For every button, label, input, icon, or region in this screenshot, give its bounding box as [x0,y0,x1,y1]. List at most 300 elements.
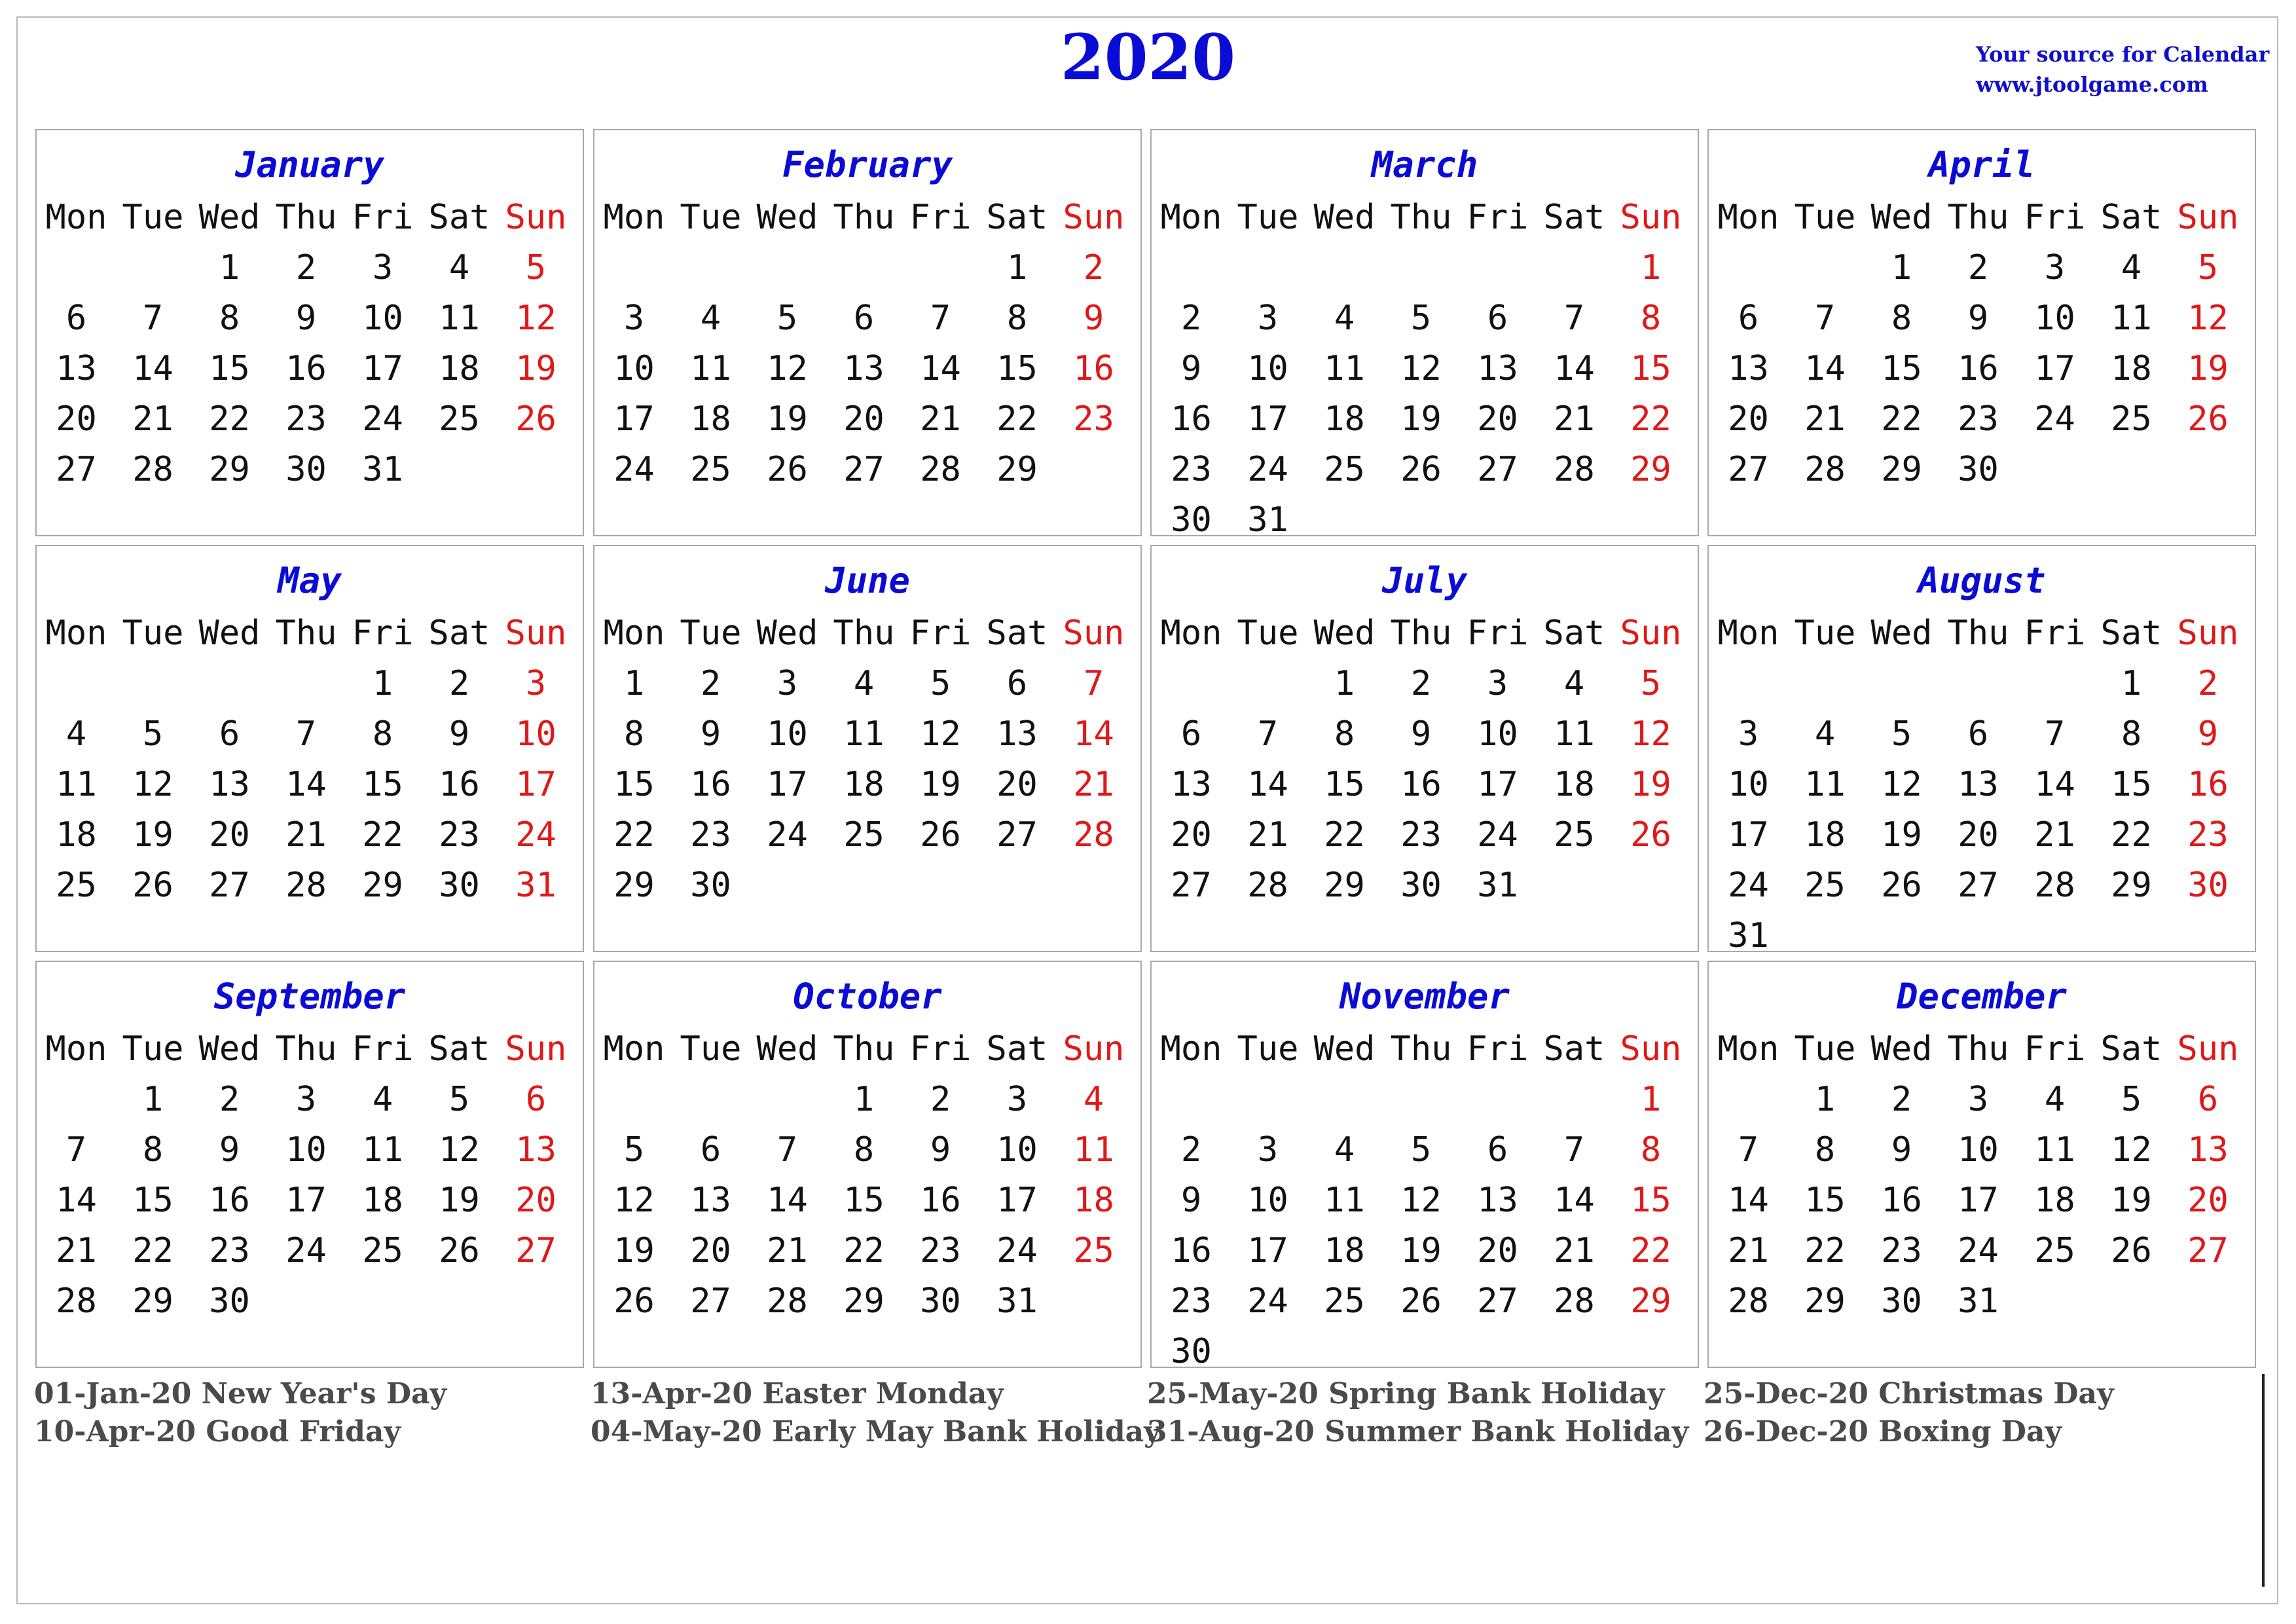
month-name: July [1381,560,1468,601]
day-cell: 2 [1083,248,1104,287]
day-cell: 15 [1630,1181,1671,1220]
weekday-header: Tue [122,198,184,237]
day-cell: 30 [209,1282,250,1321]
weekday-header: Sun [2177,1029,2239,1069]
day-cell: 7 [2044,714,2066,754]
empty-cell [1536,1075,1613,1125]
weekday-header: Thu [275,1029,337,1069]
day-cell: 2 [930,1080,951,1119]
day-cell: 16 [1400,765,1442,804]
day-cell: 24 [362,399,403,439]
day-cell: 29 [1630,1282,1671,1321]
day-cell: 24 [1477,815,1518,855]
day-cell: 28 [920,450,961,489]
day-cell: 1 [1006,248,1028,287]
day-cell: 12 [1400,1181,1442,1220]
day-cell: 14 [2034,765,2075,804]
empty-cell [38,1075,115,1125]
day-cell: 4 [1814,714,1836,754]
day-cell: 21 [1554,1231,1595,1270]
day-cell: 6 [1967,714,1989,754]
day-cell: 29 [843,1282,884,1321]
day-cell: 13 [56,349,97,388]
day-cell: 20 [996,765,1038,804]
holiday-entry: 25-May-20 Spring Bank Holiday [1147,1377,1665,1411]
day-cell: 17 [515,765,556,804]
weekday-header: Sat [1543,1029,1605,1069]
day-cell: 30 [1958,450,1999,489]
day-cell: 1 [1891,248,1912,287]
month-name: June [824,560,911,601]
day-cell: 23 [209,1231,250,1270]
weekday-header: Sat [428,1029,490,1069]
month-december [1707,961,2256,1368]
day-cell: 26 [132,866,173,905]
month-grid [37,1024,584,1327]
day-cell: 30 [690,866,731,905]
day-cell: 27 [1477,1282,1518,1321]
empty-cell [1230,1075,1306,1125]
day-cell: 5 [2197,248,2219,287]
day-cell: 15 [1630,349,1671,388]
day-cell: 28 [1728,1282,1769,1321]
month-november [1150,961,1699,1371]
weekday-header: Sat [2100,198,2162,237]
empty-cell [2016,659,2093,709]
empty-cell [1536,243,1613,293]
day-cell: 19 [132,815,173,855]
weekday-header: Sun [1620,198,1682,237]
day-cell: 9 [1083,299,1104,338]
holiday-column-1 [34,1375,446,1451]
day-cell: 28 [1247,866,1288,905]
holiday-column-4 [1704,1375,2114,1451]
day-cell: 15 [996,349,1038,388]
weekday-header: Fri [909,198,972,237]
day-cell: 17 [767,765,808,804]
month-grid [594,1024,1142,1327]
day-cell: 25 [1324,450,1365,489]
day-cell: 2 [1410,664,1432,703]
day-cell: 19 [2111,1181,2152,1220]
month-grid [1152,193,1699,545]
day-cell: 25 [2034,1231,2075,1270]
day-cell: 21 [1728,1231,1769,1270]
day-cell: 18 [1073,1181,1114,1220]
day-cell: 30 [1400,866,1442,905]
weekday-header: Wed [198,198,261,237]
day-cell: 17 [1247,399,1288,439]
day-cell: 1 [219,248,240,287]
day-cell: 27 [1477,450,1518,489]
day-cell: 27 [996,815,1038,855]
weekday-header: Wed [198,1029,261,1069]
month-january [35,129,584,536]
month-name: December [1896,976,2068,1017]
day-cell: 4 [1334,1130,1355,1170]
weekday-header: Mon [1160,614,1222,653]
empty-cell [1230,243,1306,293]
day-cell: 19 [613,1231,655,1270]
weekday-header: Thu [275,198,337,237]
day-cell: 14 [1728,1181,1769,1220]
day-cell: 26 [1400,1282,1442,1321]
day-cell: 25 [1073,1231,1114,1270]
day-cell: 30 [2187,866,2229,905]
day-cell: 1 [853,1080,875,1119]
day-cell: 29 [209,450,250,489]
day-cell: 10 [1247,349,1288,388]
day-cell: 26 [2187,399,2229,439]
holiday-entry: 10-Apr-20 Good Friday [34,1415,401,1449]
day-cell: 27 [690,1282,731,1321]
day-cell: 6 [1738,299,1759,338]
day-cell: 20 [56,399,97,439]
day-cell: 13 [1477,349,1518,388]
day-cell: 18 [1324,1231,1365,1270]
day-cell: 31 [515,866,556,905]
day-cell: 1 [1814,1080,1836,1119]
month-name: November [1339,976,1510,1017]
day-cell: 16 [1958,349,1999,388]
day-cell: 15 [132,1181,173,1220]
day-cell: 10 [996,1130,1038,1170]
day-cell: 21 [132,399,173,439]
day-cell: 3 [1487,664,1508,703]
day-cell: 8 [1640,1130,1662,1170]
day-cell: 13 [1728,349,1769,388]
day-cell: 9 [295,299,317,338]
weekday-header: Tue [122,1029,184,1069]
day-cell: 10 [1247,1181,1288,1220]
empty-cell [1230,659,1306,709]
day-cell: 13 [515,1130,556,1170]
day-cell: 10 [2034,299,2075,338]
day-cell: 6 [65,299,87,338]
empty-cell [1383,243,1459,293]
day-cell: 6 [1487,1130,1508,1170]
weekday-header: Fri [909,1029,972,1069]
day-cell: 12 [767,349,808,388]
day-cell: 18 [1324,399,1365,439]
day-cell: 1 [1334,664,1355,703]
day-cell: 25 [1554,815,1595,855]
month-april [1707,129,2256,536]
day-cell: 29 [362,866,403,905]
month-grid [1709,608,2256,961]
weekday-header: Wed [1870,198,1933,237]
day-cell: 18 [1804,815,1846,855]
weekday-header: Sun [505,198,567,237]
day-cell: 24 [996,1231,1038,1270]
weekday-header: Thu [833,1029,895,1069]
day-cell: 7 [1257,714,1279,754]
day-cell: 4 [65,714,87,754]
day-cell: 4 [372,1080,393,1119]
day-cell: 29 [613,866,655,905]
day-cell: 23 [1073,399,1114,439]
empty-cell [1940,659,2016,709]
weekday-header: Sun [1063,1029,1125,1069]
day-cell: 11 [2034,1130,2075,1170]
day-cell: 25 [2111,399,2152,439]
day-cell: 14 [132,349,173,388]
empty-cell [1459,1075,1536,1125]
weekday-header: Mon [603,1029,665,1069]
day-cell: 17 [1247,1231,1288,1270]
day-cell: 22 [613,815,655,855]
weekday-header: Sat [1543,614,1605,653]
day-cell: 19 [1881,815,1922,855]
day-cell: 19 [439,1181,480,1220]
day-cell: 29 [1324,866,1365,905]
weekday-header: Wed [1313,198,1376,237]
day-cell: 7 [65,1130,87,1170]
day-cell: 19 [767,399,808,439]
day-cell: 28 [1554,1282,1595,1321]
day-cell: 7 [295,714,317,754]
day-cell: 18 [362,1181,403,1220]
day-cell: 26 [920,815,961,855]
weekday-header: Fri [2024,614,2086,653]
day-cell: 9 [930,1130,951,1170]
day-cell: 31 [362,450,403,489]
day-cell: 17 [285,1181,327,1220]
day-cell: 3 [372,248,393,287]
day-cell: 21 [1554,399,1595,439]
day-cell: 1 [2121,664,2142,703]
day-cell: 16 [209,1181,250,1220]
day-cell: 12 [439,1130,480,1170]
day-cell: 24 [767,815,808,855]
day-cell: 23 [1958,399,1999,439]
day-cell: 8 [2121,714,2142,754]
day-cell: 23 [1171,1282,1212,1321]
day-cell: 10 [1728,765,1769,804]
month-grid [37,193,584,495]
holiday-entry: 25-Dec-20 Christmas Day [1704,1377,2114,1411]
weekday-header: Thu [1947,614,2009,653]
day-cell: 14 [1554,349,1595,388]
weekday-header: Sat [428,614,490,653]
holiday-entry: 31-Aug-20 Summer Bank Holiday [1147,1415,1689,1449]
day-cell: 3 [2044,248,2066,287]
weekday-header: Mon [45,198,107,237]
weekday-header: Fri [352,1029,414,1069]
empty-cell [596,1075,672,1125]
month-name: October [793,976,942,1017]
weekday-header: Thu [1390,1029,1452,1069]
day-cell: 17 [1728,815,1769,855]
day-cell: 22 [1630,1231,1671,1270]
weekday-header: Fri [352,198,414,237]
day-cell: 13 [843,349,884,388]
empty-cell [672,243,749,293]
day-cell: 26 [1881,866,1922,905]
day-cell: 25 [843,815,884,855]
day-cell: 24 [1958,1231,1999,1270]
day-cell: 15 [1881,349,1922,388]
day-cell: 22 [1630,399,1671,439]
weekday-header: Thu [833,198,895,237]
day-cell: 16 [1073,349,1114,388]
day-cell: 3 [776,664,798,703]
day-cell: 10 [362,299,403,338]
day-cell: 23 [2187,815,2229,855]
month-july [1150,545,1699,952]
empty-cell [1306,243,1383,293]
day-cell: 7 [1814,299,1836,338]
day-cell: 17 [1958,1181,1999,1220]
day-cell: 28 [1804,450,1846,489]
day-cell: 19 [515,349,556,388]
weekday-header: Sun [1063,198,1125,237]
day-cell: 18 [690,399,731,439]
day-cell: 12 [515,299,556,338]
month-october [593,961,1142,1368]
day-cell: 4 [1334,299,1355,338]
day-cell: 23 [1881,1231,1922,1270]
day-cell: 11 [1073,1130,1114,1170]
day-cell: 2 [219,1080,240,1119]
month-grid [1709,1024,2256,1327]
day-cell: 2 [295,248,317,287]
month-grid [1709,193,2256,495]
weekday-header: Mon [603,198,665,237]
source-credit [1976,39,2269,100]
empty-cell [1710,1075,1787,1125]
day-cell: 25 [56,866,97,905]
day-cell: 20 [209,815,250,855]
day-cell: 22 [362,815,403,855]
day-cell: 8 [623,714,645,754]
weekday-header: Sat [986,614,1048,653]
day-cell: 13 [209,765,250,804]
day-cell: 11 [843,714,884,754]
day-cell: 23 [1400,815,1442,855]
day-cell: 7 [930,299,951,338]
day-cell: 22 [843,1231,884,1270]
day-cell: 5 [142,714,164,754]
day-cell: 18 [2111,349,2152,388]
day-cell: 18 [56,815,97,855]
weekday-header: Tue [1237,1029,1299,1069]
day-cell: 7 [1563,299,1585,338]
day-cell: 30 [1171,1332,1212,1371]
empty-cell [38,243,115,293]
day-cell: 6 [1180,714,1202,754]
day-cell: 16 [690,765,731,804]
day-cell: 4 [2044,1080,2066,1119]
day-cell: 10 [1958,1130,1999,1170]
day-cell: 9 [1180,1181,1202,1220]
day-cell: 9 [219,1130,240,1170]
page-title: 2020 [1060,20,1236,94]
day-cell: 13 [1171,765,1212,804]
weekday-header: Sun [2177,614,2239,653]
day-cell: 11 [690,349,731,388]
weekday-header: Sun [505,614,567,653]
day-cell: 2 [1180,299,1202,338]
day-cell: 27 [1958,866,1999,905]
day-cell: 20 [2187,1181,2229,1220]
day-cell: 31 [996,1282,1038,1321]
day-cell: 23 [439,815,480,855]
day-cell: 27 [515,1231,556,1270]
weekday-header: Mon [1160,198,1222,237]
empty-cell [1863,659,1940,709]
day-cell: 27 [209,866,250,905]
day-cell: 29 [1630,450,1671,489]
day-cell: 2 [700,664,721,703]
day-cell: 20 [843,399,884,439]
day-cell: 12 [132,765,173,804]
empty-cell [902,243,979,293]
month-grid [594,608,1142,911]
day-cell: 14 [1804,349,1846,388]
month-grid [37,608,584,911]
day-cell: 5 [930,664,951,703]
weekday-header: Fri [1467,1029,1529,1069]
day-cell: 7 [1083,664,1104,703]
day-cell: 26 [2111,1231,2152,1270]
day-cell: 9 [2197,714,2219,754]
day-cell: 11 [1324,1181,1365,1220]
day-cell: 1 [623,664,645,703]
day-cell: 9 [1891,1130,1912,1170]
day-cell: 4 [1083,1080,1104,1119]
month-name: August [1918,560,2046,601]
weekday-header: Thu [275,614,337,653]
day-cell: 21 [1247,815,1288,855]
day-cell: 6 [525,1080,547,1119]
day-cell: 6 [1487,299,1508,338]
day-cell: 11 [362,1130,403,1170]
weekday-header: Wed [1313,1029,1376,1069]
day-cell: 16 [2187,765,2229,804]
weekday-header: Mon [603,614,665,653]
day-cell: 5 [1891,714,1912,754]
day-cell: 13 [2187,1130,2229,1170]
day-cell: 7 [142,299,164,338]
empty-cell [1787,659,1863,709]
day-cell: 31 [1728,916,1769,955]
day-cell: 20 [515,1181,556,1220]
day-cell: 12 [920,714,961,754]
day-cell: 9 [1410,714,1432,754]
day-cell: 11 [1324,349,1365,388]
day-cell: 3 [1257,1130,1279,1170]
source-url[interactable]: www.jtoolgame.com [1976,72,2208,97]
day-cell: 15 [1804,1181,1846,1220]
day-cell: 11 [439,299,480,338]
weekday-header: Thu [1947,1029,2009,1069]
day-cell: 23 [285,399,327,439]
weekday-header: Tue [122,614,184,653]
weekday-header: Mon [45,614,107,653]
day-cell: 29 [1804,1282,1846,1321]
day-cell: 1 [372,664,393,703]
weekday-header: Tue [1794,1029,1856,1069]
day-cell: 22 [1324,815,1365,855]
day-cell: 9 [1180,349,1202,388]
day-cell: 8 [372,714,393,754]
day-cell: 22 [132,1231,173,1270]
holiday-column-3 [1147,1375,1688,1451]
day-cell: 6 [700,1130,721,1170]
day-cell: 14 [1247,765,1288,804]
day-cell: 9 [1967,299,1989,338]
